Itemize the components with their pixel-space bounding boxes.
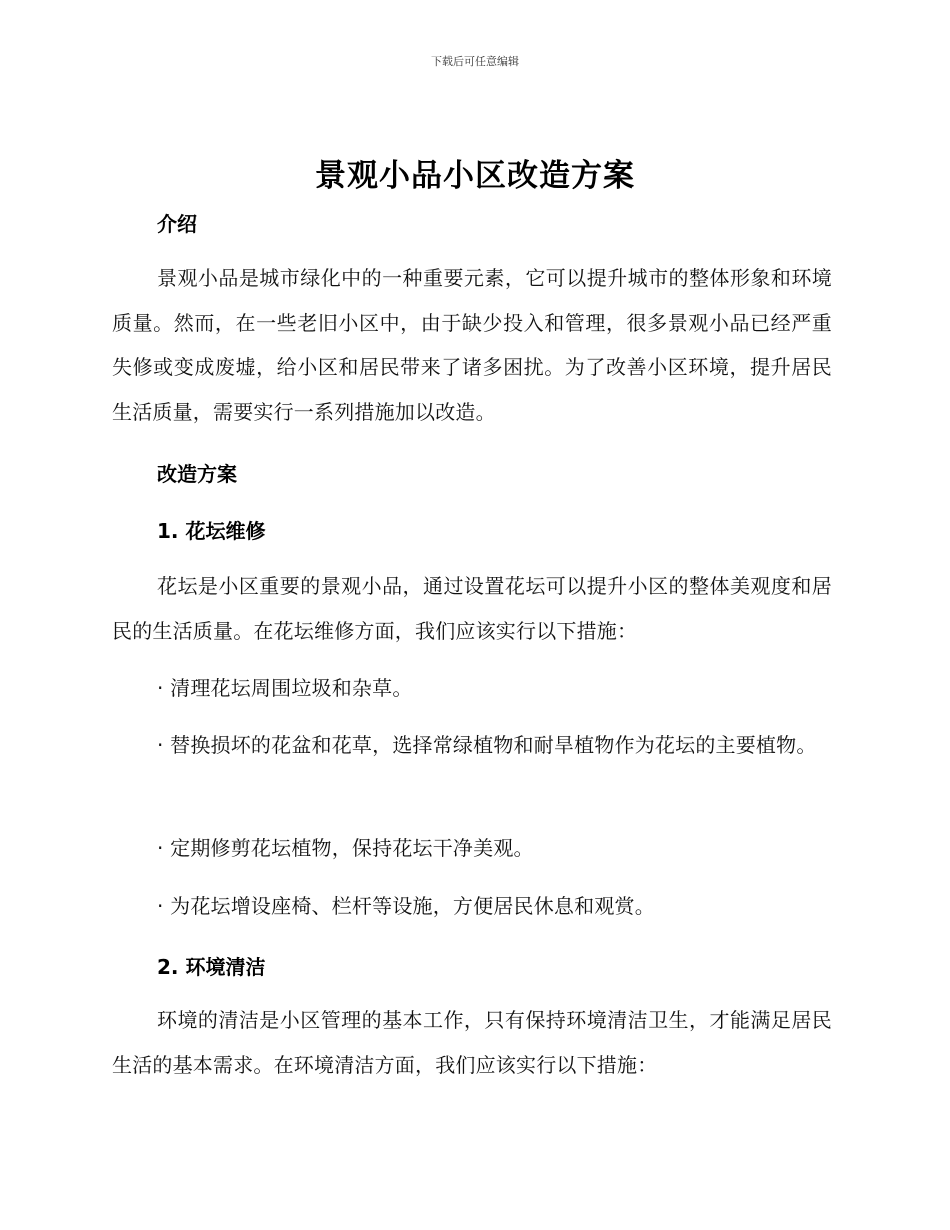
section-1-bullet: · 定期修剪花坛植物，保持花坛干净美观。 <box>157 836 534 860</box>
section-1-bullet: · 为花坛增设座椅、栏杆等设施，方便居民休息和观赏。 <box>157 894 655 918</box>
section-1-heading: 1. 花坛维修 <box>157 519 266 543</box>
section-2-heading: 2. 环境清洁 <box>157 955 266 979</box>
plan-heading: 改造方案 <box>157 462 237 486</box>
document-title: 景观小品小区改造方案 <box>315 158 635 194</box>
section-2-paragraph: 环境的清洁是小区管理的基本工作，只有保持环境清洁卫生，才能满足居民生活的基本需求。在环境清洁方面，我们应该实行以下措施： <box>112 1008 832 1077</box>
section-1-bullet: · 清理花坛周围垃圾和杂草。 <box>157 676 413 700</box>
section-1-bullet: · 替换损坏的花盆和花草，选择常绿植物和耐旱植物作为花坛的主要植物。 <box>157 733 817 757</box>
intro-heading: 介绍 <box>157 212 197 236</box>
header-note: 下载后可任意编辑 <box>431 55 519 68</box>
section-1-paragraph: 花坛是小区重要的景观小品，通过设置花坛可以提升小区的整体美观度和居民的生活质量。在花坛维修方面，我们应该实行以下措施： <box>112 574 832 643</box>
intro-paragraph: 景观小品是城市绿化中的一种重要元素，它可以提升城市的整体形象和环境质量。然而，在一些老旧小区中，由于缺少投入和管理，很多景观小品已经严重失修或变成废墟，给小区和居民带来了诸多困扰。为了改善小区环境，提升居民生活质量，需要实行一系列措施加以改造。 <box>112 266 832 424</box>
